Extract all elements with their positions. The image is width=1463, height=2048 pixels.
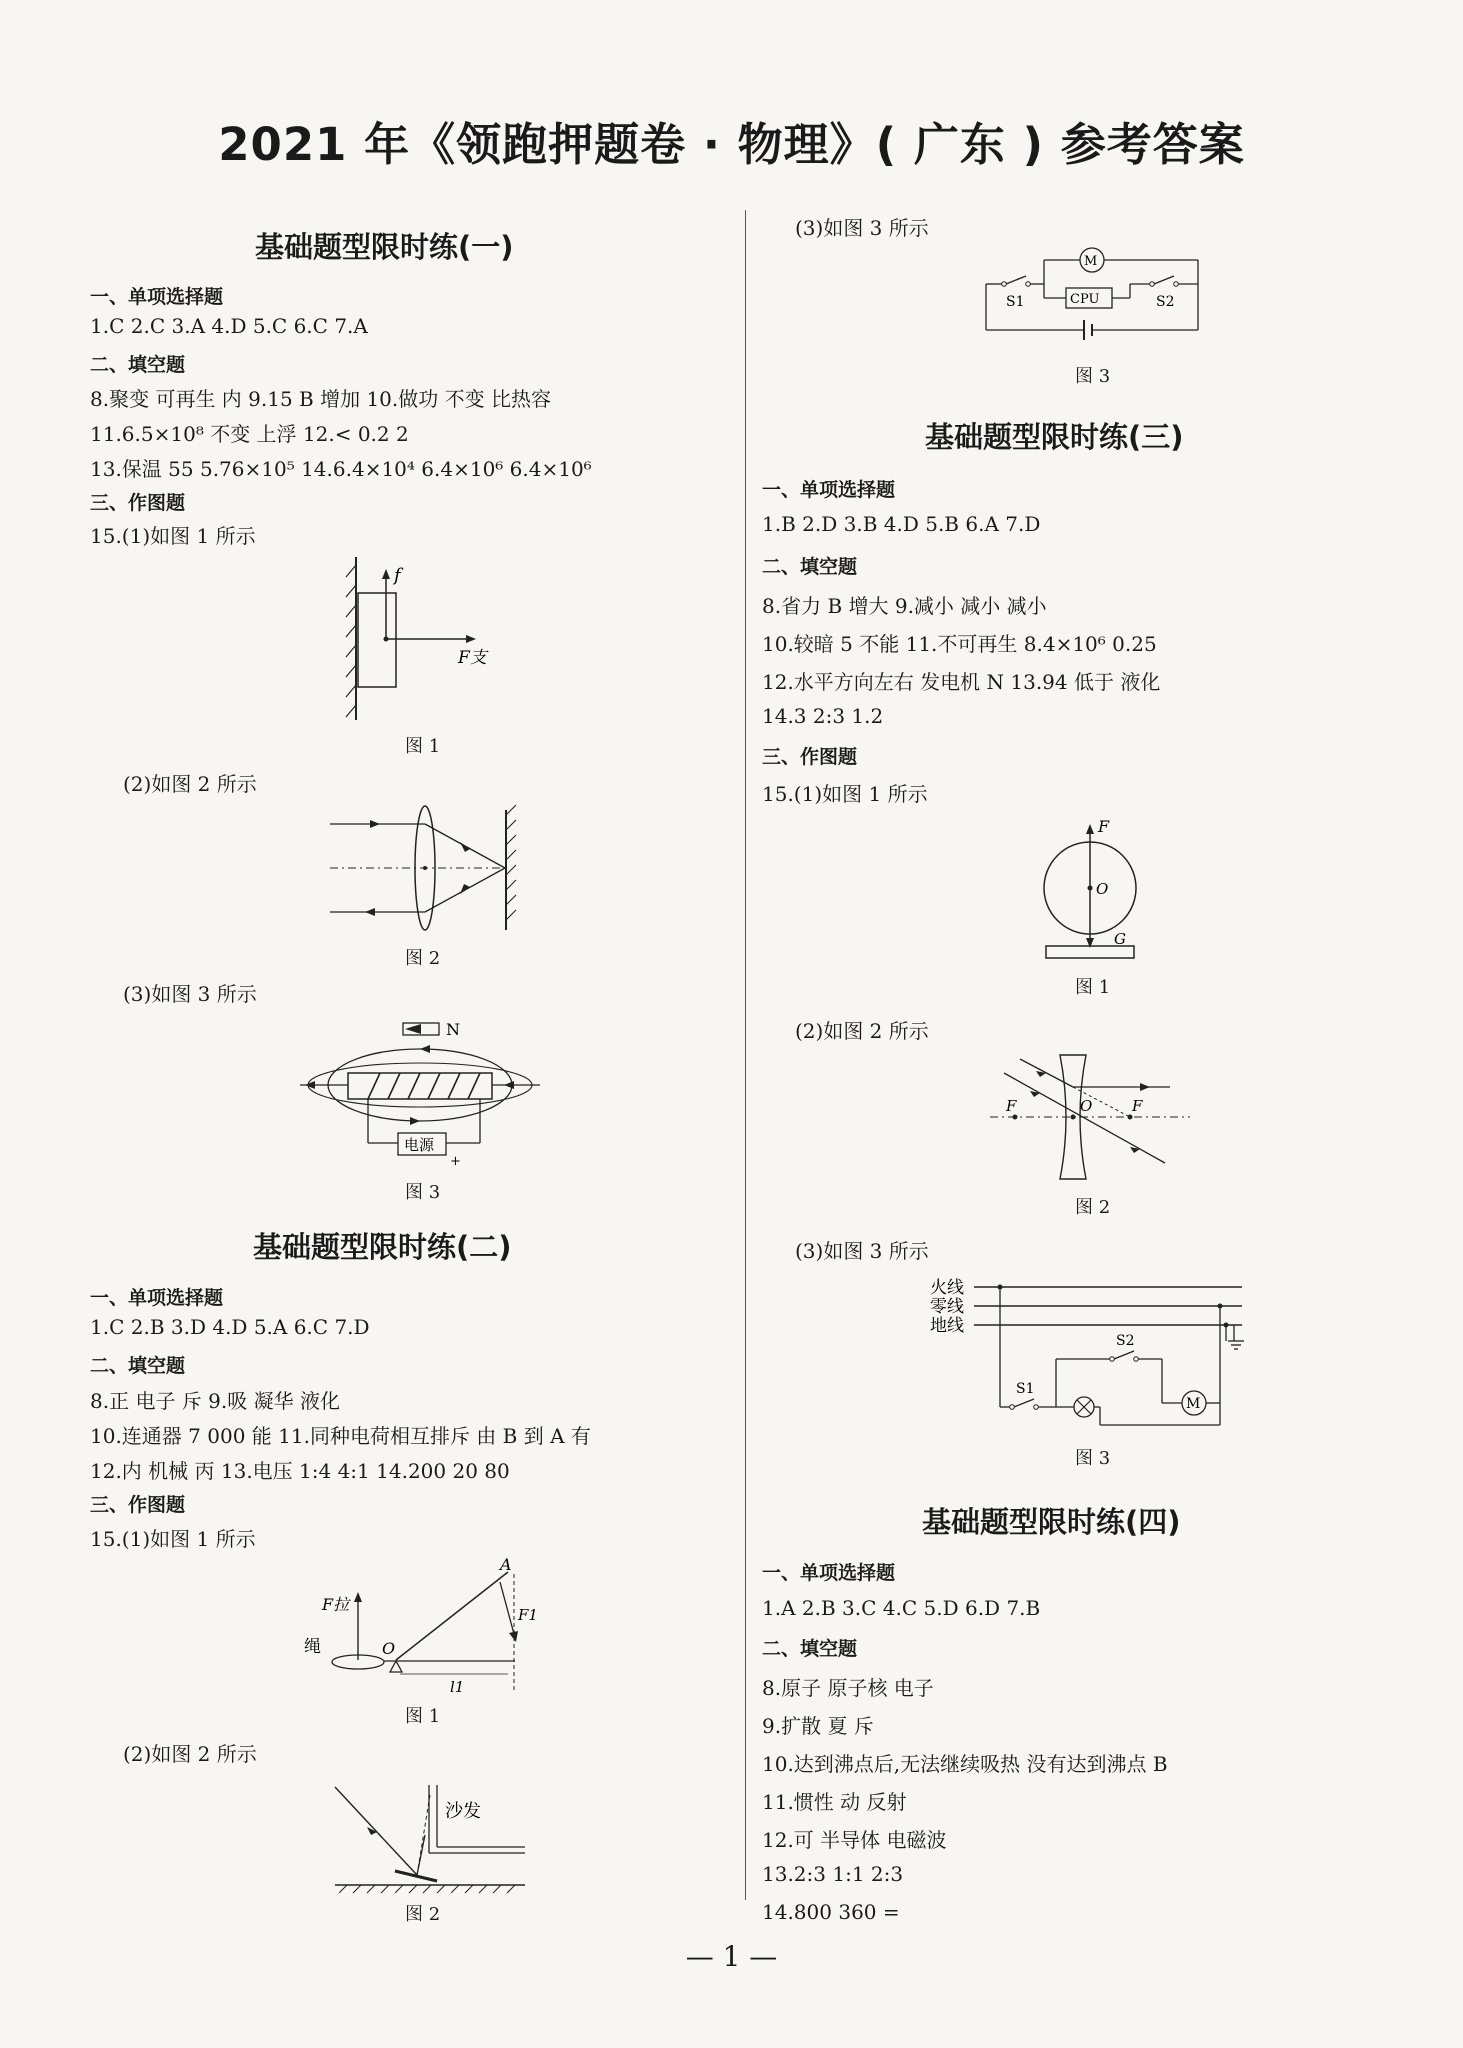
- s2-choice-answers: 1.C 2.B 3.D 4.D 5.A 6.C 7.D: [90, 1315, 370, 1339]
- s2-fig2-label-sofa: 沙发: [445, 1801, 481, 1822]
- s2-fill-12-14: 12.内 机械 丙 13.电压 1:4 4:1 14.200 20 80: [90, 1459, 510, 1483]
- s1-fig3-cpu-label-m: M: [1084, 254, 1098, 269]
- s1-fig2-lens-diagram: [330, 800, 530, 950]
- s2-fig2-reflection-diagram: [325, 1775, 540, 1895]
- s1-heading-choice: 一、单项选择题: [90, 286, 224, 308]
- column-divider: [745, 210, 746, 1900]
- s1-fig1-caption: 图 1: [405, 736, 441, 757]
- s2-fig1-label-o: O: [382, 1639, 396, 1658]
- s3-fig2-concave-lens: [990, 1053, 1190, 1183]
- s1-fig3-cpu-label-s1: S1: [1006, 294, 1025, 310]
- s1-fill-13-14: 13.保温 55 5.76×10⁵ 14.6.4×10⁴ 6.4×10⁶ 6.4×10⁶: [90, 457, 592, 481]
- s1-fig3-cpu-caption: 图 3: [1075, 366, 1111, 387]
- s3-fig1-caption: 图 1: [1075, 977, 1111, 998]
- section-1-title: 基础题型限时练(一): [255, 230, 514, 264]
- s3-fig2-label-f-right: F: [1132, 1097, 1143, 1115]
- s3-choice-answers: 1.B 2.D 3.B 4.D 5.B 6.A 7.D: [762, 512, 1041, 536]
- s3-fig3-label-s1: S1: [1016, 1381, 1035, 1397]
- s4-fill-14: 14.800 360 =: [762, 1900, 900, 1924]
- s3-fig3-label-ling: 零线: [930, 1297, 964, 1317]
- svg-text:+: +: [450, 1154, 461, 1169]
- s3-fill-10-11: 10.较暗 5 不能 11.不可再生 8.4×10⁶ 0.25: [762, 632, 1157, 656]
- s1-heading-drawing: 三、作图题: [90, 492, 186, 514]
- s2-q15-1: 15.(1)如图 1 所示: [90, 1527, 256, 1551]
- s2-heading-choice: 一、单项选择题: [90, 1287, 224, 1309]
- s1-q15-2: (2)如图 2 所示: [123, 772, 257, 796]
- section-3-title: 基础题型限时练(三): [925, 420, 1184, 454]
- s1-fig3-cpu-label-cpu: CPU: [1070, 292, 1100, 307]
- s2-fig1-label-fla: F拉: [322, 1595, 350, 1614]
- s3-fill-8-9: 8.省力 B 增大 9.减小 减小 减小: [762, 594, 1047, 618]
- s3-q15-1: 15.(1)如图 1 所示: [762, 782, 928, 806]
- s3-fig3-label-m: M: [1186, 1396, 1201, 1412]
- s4-choice-answers: 1.A 2.B 3.C 4.C 5.D 6.D 7.B: [762, 1596, 1041, 1620]
- s3-fig2-label-f-left: F: [1006, 1097, 1017, 1115]
- s1-fig3-solenoid-diagram: [300, 1015, 540, 1180]
- s4-fill-13: 13.2:3 1:1 2:3: [762, 1862, 904, 1886]
- s1-fig3-cpu-label-s2: S2: [1156, 294, 1175, 310]
- s4-heading-fill: 二、填空题: [762, 1638, 858, 1660]
- s1-fill-8-10: 8.聚变 可再生 内 9.15 B 增加 10.做功 不变 比热容: [90, 387, 551, 411]
- s2-fig1-label-a: A: [500, 1555, 512, 1574]
- s4-fill-12: 12.可 半导体 电磁波: [762, 1828, 947, 1852]
- s2-fig1-label-f1: F1: [518, 1606, 538, 1624]
- s4-fill-10: 10.达到沸点后,无法继续吸热 没有达到沸点 B: [762, 1752, 1168, 1776]
- s3-fig3-household-circuit: [930, 1275, 1260, 1440]
- s1-fig3-cpu-circuit: [980, 248, 1210, 343]
- s2-fig1-lever-diagram: [300, 1555, 540, 1696]
- s2-q15-2: (2)如图 2 所示: [123, 1742, 257, 1766]
- page-title: 2021 年《领跑押题卷 · 物理》( 广东 ) 参考答案: [218, 118, 1245, 171]
- s3-fig1-label-o: O: [1096, 880, 1109, 898]
- s1-q15-3: (3)如图 3 所示: [123, 982, 257, 1006]
- s1-fig3-caption: 图 3: [405, 1182, 441, 1203]
- s4-fill-9: 9.扩散 夏 斥: [762, 1714, 874, 1738]
- s3-fig3-caption: 图 3: [1075, 1448, 1111, 1469]
- s1-choice-answers: 1.C 2.C 3.A 4.D 5.C 6.C 7.A: [90, 314, 368, 338]
- s3-heading-drawing: 三、作图题: [762, 746, 858, 768]
- s3-fig3-label-di: 地线: [930, 1316, 964, 1336]
- s3-fig1-ball-diagram: [1040, 818, 1150, 963]
- page-number: — 1 —: [685, 1940, 778, 1973]
- s1-q15-1: 15.(1)如图 1 所示: [90, 524, 256, 548]
- s2-fig1-label-sheng: 绳: [304, 1637, 321, 1657]
- s1-fig2-caption: 图 2: [405, 948, 441, 969]
- s2-fig2-caption: 图 2: [405, 1904, 441, 1925]
- s3-q15-2: (2)如图 2 所示: [795, 1019, 929, 1043]
- s3-fig3-label-s2: S2: [1116, 1333, 1135, 1349]
- s2-heading-drawing: 三、作图题: [90, 1494, 186, 1516]
- section-2-title: 基础题型限时练(二): [253, 1230, 512, 1264]
- s2-fill-8-9: 8.正 电子 斥 9.吸 凝华 液化: [90, 1389, 340, 1413]
- section-4-title: 基础题型限时练(四): [922, 1505, 1181, 1539]
- s3-heading-fill: 二、填空题: [762, 556, 858, 578]
- s2-fig1-label-l1: l1: [450, 1678, 465, 1696]
- s3-fill-14: 14.3 2:3 1.2: [762, 704, 884, 728]
- s2-fig1-caption: 图 1: [405, 1706, 441, 1727]
- s3-fig3-label-huo: 火线: [930, 1278, 964, 1298]
- s1-fig3-label-power: 电源: [404, 1136, 435, 1154]
- s1-fig1-label-fzhi: F支: [458, 648, 487, 668]
- s2-heading-fill: 二、填空题: [90, 1355, 186, 1377]
- s1-fig1-force-diagram: [340, 555, 510, 725]
- s4-fill-11: 11.惯性 动 反射: [762, 1790, 907, 1814]
- s4-fill-8: 8.原子 原子核 电子: [762, 1676, 934, 1700]
- s3-heading-choice: 一、单项选择题: [762, 479, 896, 501]
- s3-fig2-caption: 图 2: [1075, 1197, 1111, 1218]
- s3-q15-3: (3)如图 3 所示: [795, 1239, 929, 1263]
- s1-fill-11-12: 11.6.5×10⁸ 不变 上浮 12.< 0.2 2: [90, 422, 409, 446]
- s1-q15-3-circuit: (3)如图 3 所示: [795, 216, 929, 240]
- s2-fill-10-11: 10.连通器 7 000 能 11.同种电荷相互排斥 由 B 到 A 有: [90, 1424, 591, 1448]
- s3-fig2-label-o: O: [1080, 1097, 1093, 1115]
- s3-fill-12-13: 12.水平方向左右 发电机 N 13.94 低于 液化: [762, 670, 1161, 694]
- s1-heading-fill: 二、填空题: [90, 354, 186, 376]
- s3-fig1-label-f: F: [1098, 817, 1110, 836]
- s4-heading-choice: 一、单项选择题: [762, 1562, 896, 1584]
- s1-fig3-label-n: N: [446, 1020, 460, 1039]
- s1-fig1-label-f: f: [394, 565, 401, 586]
- s3-fig1-label-g: G: [1114, 930, 1126, 948]
